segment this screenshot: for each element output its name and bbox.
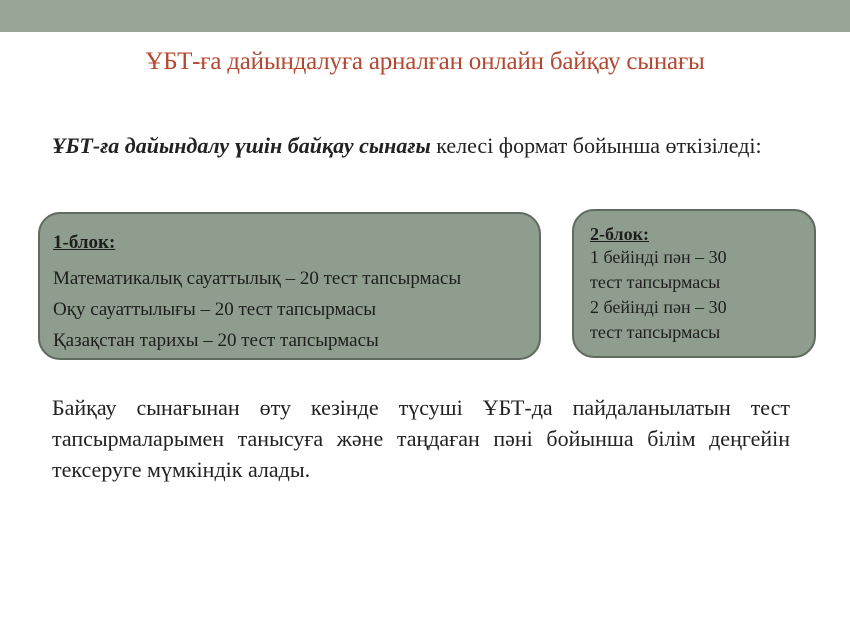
block1-item: Оқу сауаттылығы – 20 тест тапсырмасы [53,299,376,320]
block1-heading: 1-блок: [53,232,116,253]
block2-heading: 2-блок: [590,224,650,244]
block2-line: тест тапсырмасы [590,272,721,292]
outro-paragraph: Байқау сынағынан өту кезінде түсуші ҰБТ-да пайдаланылатын тест тапсырмаларымен танысуға және таңдаған пәні бойынша білім деңгейін тексеруге мүмкіндік алады. [52,395,790,482]
intro-emphasis: ҰБТ-ға дайындалу үшін байқау сынағы [52,133,431,158]
block1-box [38,212,541,360]
intro-paragraph [52,131,772,160]
block1-item: Математикалық сауаттылық – 20 тест тапсырмасы [53,268,462,289]
intro-text: келесі формат бойынша өткізіледі: [430,133,762,158]
top-bar [0,0,850,32]
block2-line: 2 бейінді пән – 30 [590,297,727,317]
block2-line: 1 бейінді пән – 30 [590,247,727,267]
block2-box [572,209,816,358]
slide-title: ҰБТ-ға дайындалуға арналған онлайн байқау сынағы [145,48,705,75]
block1-item: Қазақстан тарихы – 20 тест тапсырмасы [53,330,379,351]
block2-line: тест тапсырмасы [590,322,721,342]
